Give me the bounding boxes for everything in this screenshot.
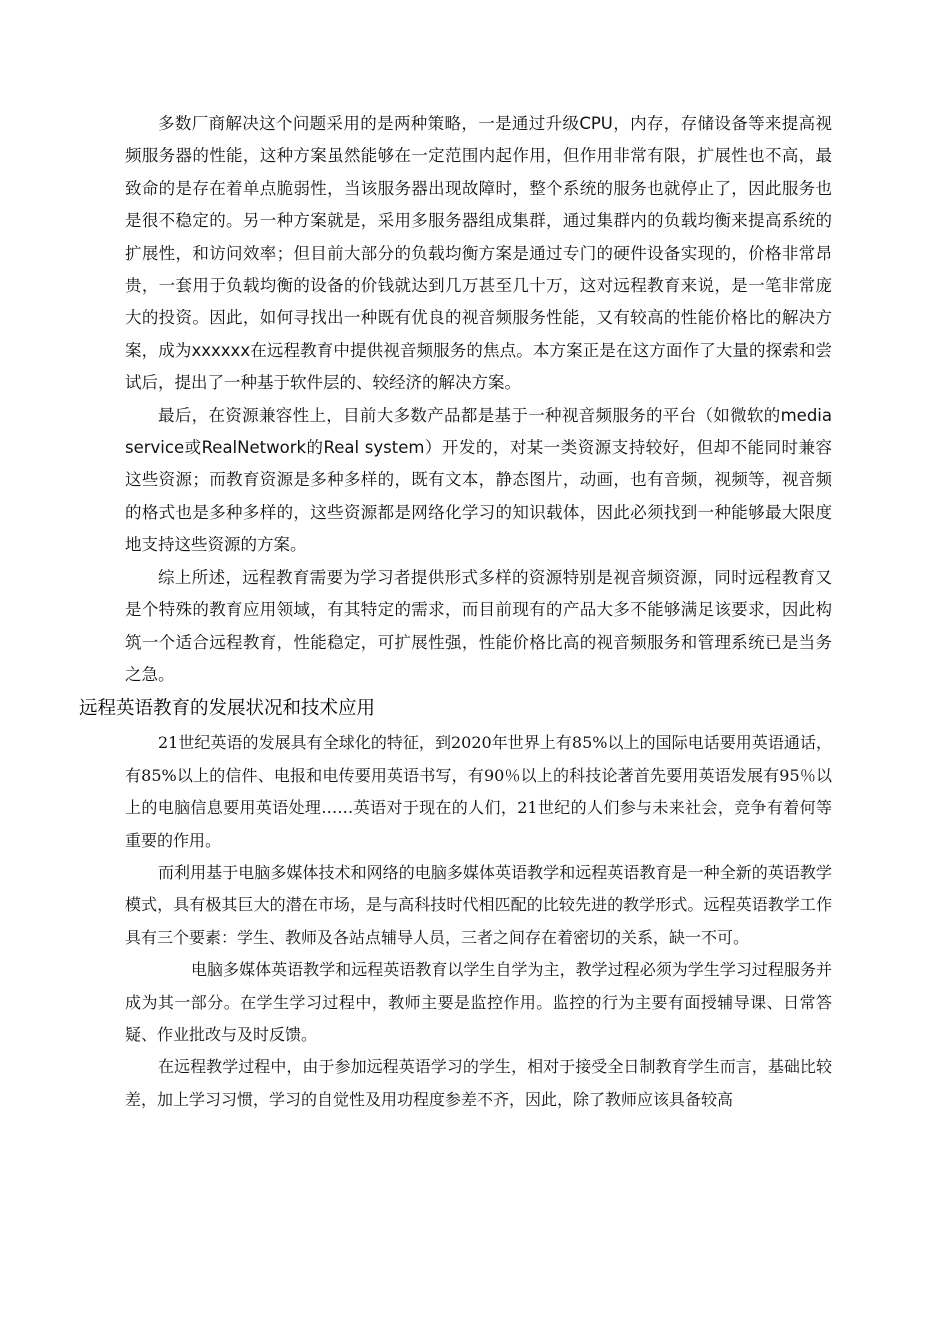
paragraph-resource-compatibility: 最后，在资源兼容性上，目前大多数产品都是基于一种视音频服务的平台（如微软的media service或RealNetwork的Real system）开发的，对某一类资源支持较好，但却不能同时兼容这些资源；而教育资源是多种多样的，既有文本，静态图片，动画，也有音频，视频等，视音频的格式也是多种多样的，这些资源都是网络化学习的知识载体，因此必须找到一种能够最大限度地支持这些资源的方案。 — [125, 405, 832, 555]
document-body — [79, 108, 832, 1116]
section-heading: 远程英语教育的发展状况和技术应用 — [79, 698, 376, 720]
paragraph-scaling-strategies: 多数厂商解决这个问题采用的是两种策略，一是通过升级CPU，内存，存储设备等来提高视频服务器的性能，这种方案虽然能够在一定范围内起作用，但作用非常有限，扩展性也不高，最致命的是存在着单点脆弱性，当该服务器出现故障时，整个系统的服务也就停止了，因此服务也是很不稳定的。另一种方案就是，采用多服务器组成集群，通过集群内的负载均衡来提高系统的扩展性，和访问效率；但目前大部分的负载均衡方案是通过专门的硬件设备实现的，价格非常昂贵，一套用于负载均衡的设备的价钱就达到几万甚至几十万，这对远程教育来说，是一笔非常庞大的投资。因此，如何寻找出一种既有优良的视音频服务性能，又有较高的性能价格比的解决方案，成为xxxxxx在远程教育中提供视音频服务的焦点。本方案正是在这方面作了大量的探索和尝试后，提出了一种基于软件层的、较经济的解决方案。 — [125, 114, 832, 393]
paragraph-teaching-model: 而利用基于电脑多媒体技术和网络的电脑多媒体英语教学和远程英语教育是一种全新的英语教学模式，具有极其巨大的潜在市场，是与高科技时代相匹配的比较先进的教学形式。远程英语教学工作具有三个要素：学生、教师及各站点辅导人员，三者之间存在着密切的关系，缺一不可。 — [125, 862, 832, 947]
paragraph-self-study: 电脑多媒体英语教学和远程英语教育以学生自学为主，教学过程必须为学生学习过程服务并成为其一部分。在学生学习过程中，教师主要是监控作用。监控的行为主要有面授辅导课、日常答疑、作业批改与及时反馈。 — [125, 960, 832, 1044]
paragraph-remote-teaching: 在远程教学过程中，由于参加远程英语学习的学生，相对于接受全日制教育学生而言，基础比较差，加上学习习惯，学习的自觉性及用功程度参差不齐，因此，除了教师应该具备较高 — [125, 1057, 832, 1109]
paragraph-summary: 综上所述，远程教育需要为学习者提供形式多样的资源特别是视音频资源，同时远程教育又是个特殊的教育应用领域，有其特定的需求，而目前现有的产品大多不能够满足该要求，因此构筑一个适合远程教育，性能稳定，可扩展性强，性能价格比高的视音频服务和管理系统已是当务之急。 — [125, 567, 832, 684]
paragraph-english-globalization: 21世纪英语的发展具有全球化的特征，到2020年世界上有85%以上的国际电话要用英语通话，有85%以上的信件、电报和电传要用英语书写，有90％以上的科技论著首先要用英语发展有95％以上的电脑信息要用英语处理……英语对于现在的人们，21世纪的人们参与未来社会，竞争有着何等重要的作用。 — [125, 733, 832, 850]
